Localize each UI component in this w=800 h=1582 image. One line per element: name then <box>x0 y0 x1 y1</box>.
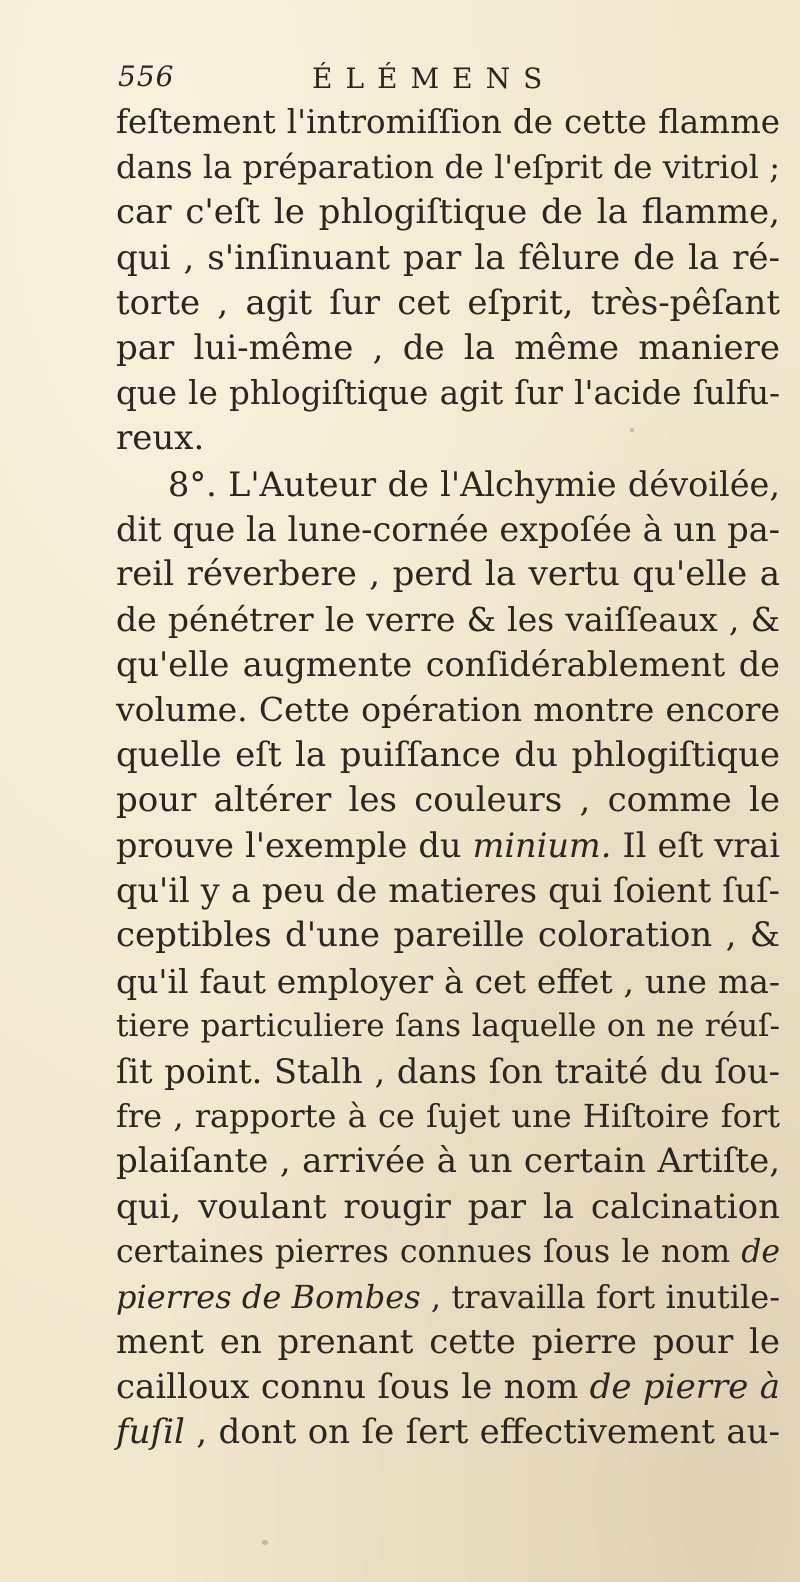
italic-term: minium. <box>472 826 612 865</box>
text-line: ceptibles d'une pareille coloration , & <box>116 915 780 956</box>
text-line: ſit point. Stalh , dans ſon traité du ſou- <box>116 1051 780 1091</box>
page-number: 556 <box>118 60 175 93</box>
text-line: reux. <box>116 418 205 459</box>
text-line: qu'il faut employer à cet effet , une ma- <box>116 961 780 1001</box>
text-line <box>116 823 780 868</box>
text-line: qui, voulant rougir par la calcination <box>116 1186 780 1227</box>
text-line: torte , agit ſur cet eſprit, très-pêſant <box>116 282 780 323</box>
text-line: par lui-même , de la même maniere <box>116 327 780 368</box>
text-line: tiere particuliere ſans laquelle on ne réuſ- <box>116 1007 780 1044</box>
text-line: volume. Cette opération montre encore <box>116 690 780 730</box>
text-segment: , travailla fort inutile- <box>420 1277 781 1316</box>
text-line <box>116 1410 780 1455</box>
ink-spot <box>262 1540 268 1545</box>
running-head <box>112 52 672 96</box>
text-line: qu'elle augmente conſidérablement de <box>116 645 780 685</box>
text-line <box>116 1365 780 1410</box>
text-line: ment en prenant cette pierre pour le <box>116 1322 780 1363</box>
italic-term: pierres de Bombes <box>116 1277 421 1316</box>
text-line: feſtement l'intromiſſion de cette flamme <box>116 103 780 141</box>
italic-term: de pierre à <box>589 1367 780 1408</box>
text-line: dans la préparation de l'eſprit de vitriol ; <box>116 148 780 187</box>
italic-term: fuſil <box>116 1412 185 1453</box>
text-line: qu'il y a peu de matieres qui ſoient ſuſ- <box>116 871 780 911</box>
text-line <box>116 1230 780 1275</box>
italic-term: de <box>741 1233 780 1270</box>
text-line: de pénétrer le verre & les vaiſſeaux , & <box>116 600 780 640</box>
text-line: quelle eſt la puiſſance du phlogiſtique <box>116 734 780 775</box>
text-line: que le phlogiſtique agit ſur l'acide ſulfu- <box>116 374 780 413</box>
body-text <box>116 100 780 1456</box>
text-line: dit que la lune-cornée expoſée à un pa- <box>116 509 780 549</box>
text-segment: cailloux connu ſous le nom <box>116 1367 590 1408</box>
text-line: fre , rapporte à ce ſujet une Hiſtoire fort <box>116 1097 780 1136</box>
text-segment: Il eſt vrai <box>611 826 780 865</box>
text-line: qui , s'inſinuant par la fêlure de la ré- <box>116 237 780 278</box>
text-segment: prouve l'exemple du <box>116 826 473 865</box>
text-line: plaiſante , arrivée à un certain Artiſte, <box>116 1141 780 1182</box>
text-line: pour altérer les couleurs , comme le <box>116 779 780 820</box>
text-line: 8°. L'Auteur de l'Alchymie dévoilée, <box>168 464 780 504</box>
text-line: car c'eſt le phlogiſtique de la flamme, <box>116 192 780 233</box>
text-segment: certaines pierres connues ſous le nom <box>116 1233 742 1270</box>
running-title: ÉLÉMENS <box>312 62 556 95</box>
text-line <box>116 1275 780 1320</box>
text-line: reil réverbere , perd la vertu qu'elle a <box>116 553 780 594</box>
text-segment: , dont on ſe ſert effectivement au- <box>184 1412 780 1453</box>
